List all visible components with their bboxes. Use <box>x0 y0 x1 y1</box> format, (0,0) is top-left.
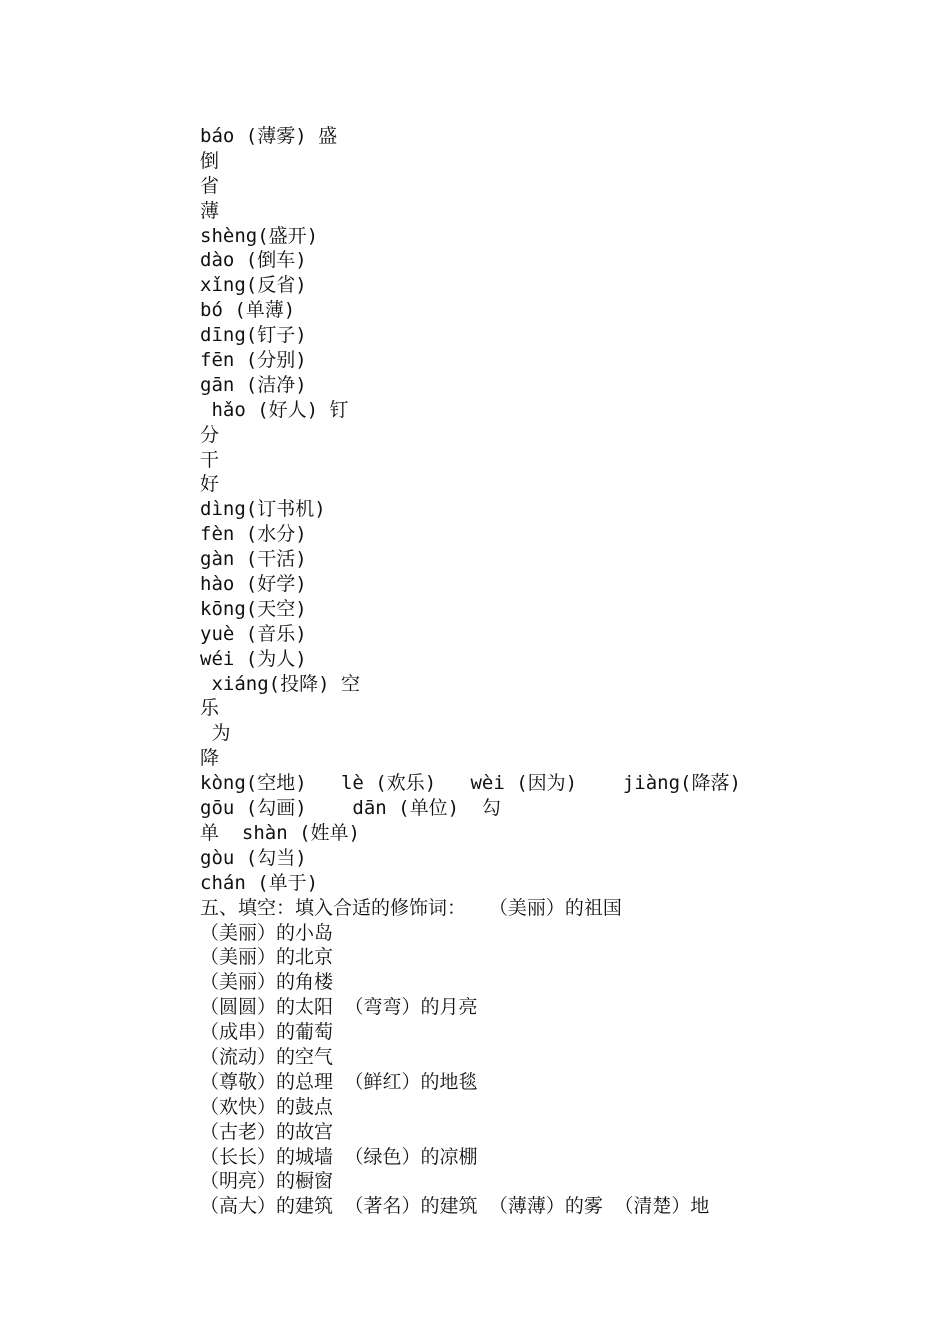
text-line: 为 <box>200 722 231 745</box>
text-line: （圆圆）的太阳 （弯弯）的月亮 <box>200 996 478 1019</box>
text-line: dào (倒车) <box>200 249 307 272</box>
text-line: yuè (音乐) <box>200 622 307 645</box>
text-line: （高大）的建筑 （著名）的建筑 （薄薄）的雾 （清楚）地 <box>200 1195 710 1218</box>
text-line: 降 <box>200 747 220 770</box>
text-line: （欢快）的鼓点 <box>200 1095 334 1118</box>
text-line: 干 <box>200 448 220 471</box>
text-line: kōng(天空) <box>200 597 307 620</box>
text-line: 省 <box>200 174 220 197</box>
text-line: 倒 <box>200 149 220 172</box>
text-line: （古老）的故宫 <box>200 1120 334 1143</box>
text-line: kòng(空地) lè (欢乐) wèi (因为) jiàng(降落) <box>200 772 741 795</box>
text-line: 分 <box>200 423 220 446</box>
text-line: 好 <box>200 473 220 496</box>
text-line: dìng(订书机) <box>200 498 326 521</box>
text-line: shèng(盛开) <box>200 224 319 247</box>
text-line: gòu (勾当) <box>200 846 307 869</box>
text-line: （流动）的空气 <box>200 1045 334 1068</box>
text-line: （美丽）的角楼 <box>200 971 334 994</box>
text-line: （成串）的葡萄 <box>200 1021 334 1044</box>
section-heading: 五、填空：填入合适的修饰词： （美丽）的祖国 <box>200 896 622 919</box>
text-line: gōu (勾画) dān (单位) 勾 <box>200 797 501 820</box>
text-line: 单 shàn (姓单) <box>200 821 360 844</box>
text-line: 乐 <box>200 697 220 720</box>
text-line: báo (薄雾) 盛 <box>200 125 338 147</box>
text-line: hǎo (好人) 钉 <box>200 398 349 421</box>
text-line: （尊敬）的总理 （鲜红）的地毯 <box>200 1070 478 1093</box>
text-line: chán (单于) <box>200 871 319 894</box>
text-line: fēn (分别) <box>200 349 307 372</box>
text-line: fèn (水分) <box>200 523 307 546</box>
text-line: （美丽）的小岛 <box>200 921 334 944</box>
text-line: dīng(钉子) <box>200 324 307 347</box>
text-line: 薄 <box>200 199 220 222</box>
text-line: wéi (为人) <box>200 647 307 670</box>
text-line: gàn (干活) <box>200 548 307 571</box>
text-line: （长长）的城墙 （绿色）的凉棚 <box>200 1145 478 1168</box>
text-line: xǐng(反省) <box>200 274 307 297</box>
text-line: xiáng(投降) 空 <box>200 672 360 695</box>
text-line: （美丽）的北京 <box>200 946 334 969</box>
document-text-block <box>200 124 900 1219</box>
text-line: hào (好学) <box>200 573 307 596</box>
text-line: （明亮）的橱窗 <box>200 1170 334 1193</box>
text-line: bó (单薄) <box>200 299 296 322</box>
text-line: gān (洁净) <box>200 373 307 396</box>
